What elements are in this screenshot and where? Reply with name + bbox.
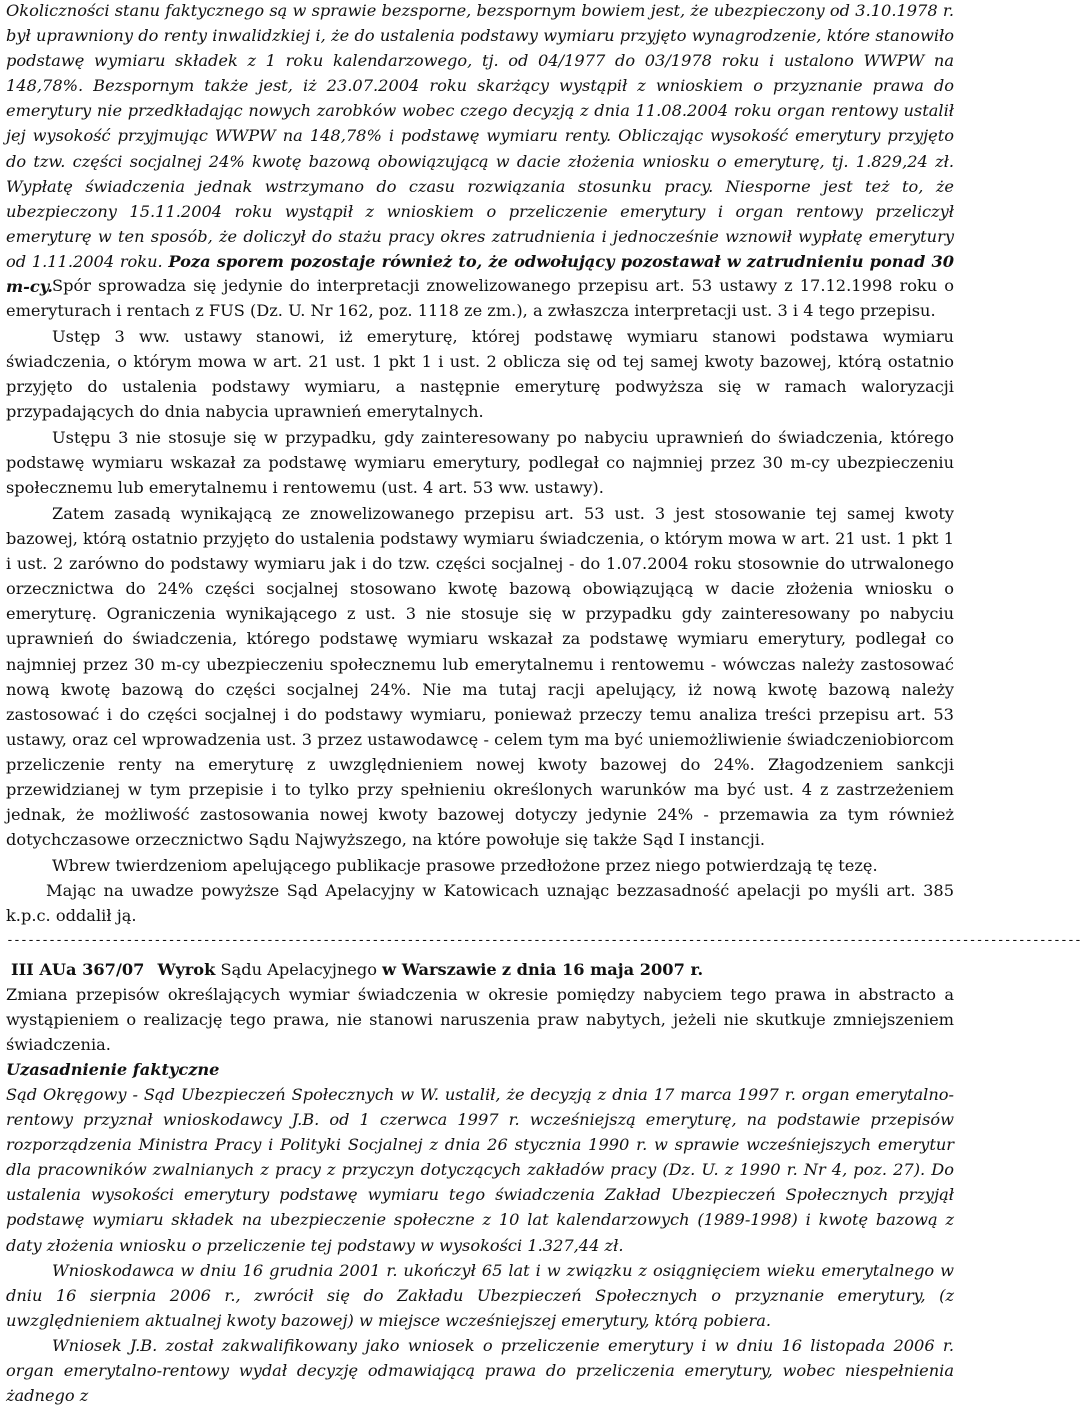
- case-signature: III AUa 367/07: [11, 960, 145, 979]
- paragraph-facts-3: Wniosek J.B. został zakwalifikowany jako wniosek o przeliczenie emerytury i w dniu 16 listopada 2006 r. organ emerytalno-rentowy wydał decyzję odmawiającą prawa do przeliczenia emerytury, wobec niespełnienia żadnego z: [6, 1336, 954, 1406]
- paragraph-dispute: Spór sprowadza się jedynie do interpretacji znowelizowanego przepisu art. 53 ustawy z 17.12.1998 roku o emeryturach i rentach z FUS (Dz. U. Nr 162, poz. 1118 ze zm.), a zwłaszcza interpretacji ust. 3 i 4 tego przepisu.: [6, 276, 954, 321]
- paragraph-section-3: Ustęp 3 ww. ustawy stanowi, iż emeryturę, której podstawę wymiaru stanowi podstawa wymiaru świadczenia, o którym mowa w art. 21 ust. 1 pkt 1 i ust. 2 oblicza się od tej samej kwoty bazowej, którą ostatnio przyjęto do ustalenia podstawy wymiaru, a następnie emeryturę podwyższa się w ramach waloryzacji przypadających do dnia nabycia uprawnień emerytalnych.: [6, 327, 954, 422]
- paragraph-rule-analysis: Zatem zasadą wynikającą ze znowelizowanego przepisu art. 53 ust. 3 jest stosowanie tej samej kwoty bazowej, którą ostatnio przyjęto do ustalenia podstawy wymiaru świadczenia, o którym mowa w art. 21 ust. 1 pkt 1 i ust. 2 zarówno do podstawy wymiaru jak i do tzw. części socjalnej - do 1.07.2004 roku stosownie do utrwalonego orzecznictwa do 24% części socjalnej stosowano kwotę bazową obowiązującą w dacie złożenia wniosku o emeryturę. Ograniczenia wynikającego z ust. 3 nie stosuje się w przypadku gdy zainteresowany po nabyciu uprawnień do świadczenia, którego podstawę wymiaru wskazał za podstawę wymiaru emerytury, podlegał co najmniej przez 30 m-cy ubezpieczeniu społecznemu lub emerytalnemu i rentowemu - wówczas należy zastosować nową kwotę bazową do części socjalnej 24%. Nie ma tutaj racji apelujący, iż nową kwotę bazową należy zastosować i do części socjalnej i do podstawy wymiaru, ponieważ przeczy temu analiza treści przepisu art. 53 ustawy, oraz cel wprowadzenia ust. 3 przez ustawodawcę - celem tym ma być uniemożliwienie świadczeniobiorcom przeliczenie renty na emeryturę z uwzględnieniem nowej kwoty bazowej do 24%. Złagodzeniem sankcji przewidzianej w tym przepisie i to tylko przy spełnieniu określonych warunków ma być ust. 4 z zastrzeżeniem jednak, że możliwość zastosowania nowej kwoty bazowej dotyczy jedynie 24% - przemawia za tym również dotychczasowe orzecznictwo Sądu Najwyższego, na które powołuje się także Sąd I instancji.: [6, 504, 954, 850]
- case-date: z dnia 16 maja 2007 r.: [501, 960, 704, 979]
- case-place: w Warszawie: [382, 960, 497, 979]
- paragraph-facts-1: Sąd Okręgowy - Sąd Ubezpieczeń Społecznych w W. ustalił, że decyzją z dnia 17 marca 1997 r. organ emerytalno-rentowy przyznał wnioskodawcy J.B. od 1 czerwca 1997 r. wcześniejszą emeryturę, na podstawie przepisów rozporządzenia Ministra Pracy i Polityki Socjalnej z dnia 26 stycznia 1990 r. w sprawie wcześniejszych emerytur dla pracowników zwalnianych z pracy z przyczyn dotyczących zakładów pracy (Dz. U. z 1990 r. Nr 4, poz. 27). Do ustalenia wysokości emerytury podstawę wymiaru tego świadczenia Zakład Ubezpieczeń Społecznych przyjął podstawę wymiaru składek na ubezpieczenie społeczne z 10 lat kalendarzowych (1989-1998) i kwotę bazową z daty złożenia wniosku o przeliczenie tej podstawy w wysokości 1.327,44 zł.: [6, 1085, 954, 1255]
- facts-heading: Uzasadnienie faktyczne: [6, 1060, 220, 1079]
- paragraph-lead: Okoliczności stanu faktycznego są w sprawie bezsporne, bezspornym bowiem jest, że ubezpieczony od 3.10.1978 r. był uprawniony do renty inwalidzkiej i, że do ustalenia podstawy wymiaru przyjęto wynagrodzenie, które stanowiło podstawę wymiaru składek z 1 roku kalendarzowego, tj.: [6, 1, 954, 71]
- paragraph-body: 2004 roku skarżący wystąpił z wnioskiem o przyznanie prawa do emerytury nie przedkładając nowych zarobków wobec czego decyzją z dnia 11.08.2004 roku organ rentowy ustalił jej wysokość przyjmując WWPW na 148,78% i podstawę wymiaru renty. Obliczając wysokość emerytury przyjęto do tzw. części socjalnej 24% kwotę bazową obowiązującą w dacie złożenia wniosku o emeryturę, tj. 1.829,24 zł. Wypłatę świadczenia jednak wstrzymano do czasu rozwiązania stosunku pracy. Niesporne jest też to, że ubezpieczony 15.11.2004 roku wystąpił z wnioskiem o przeliczenie emerytury i organ rentowy przeliczył emeryturę w ten sposób, że doliczył do stażu pracy okres zatrudnienia i jednocześnie wznowił wypłatę emerytury od 1.11.2004 roku.: [6, 76, 954, 271]
- case-kind: Wyrok: [157, 960, 216, 979]
- case-thesis: Zmiana przepisów określających wymiar świadczenia w okresie pomiędzy nabyciem tego prawa in abstracto a wystąpieniem o realizację tego prawa, nie stanowi naruszenia praw nabytych, jeżeli nie skutkuje zmniejszeniem świadczenia.: [6, 985, 954, 1055]
- paragraph-ruling: Mając na uwadze powyższe Sąd Apelacyjny w Katowicach uznając bezzasadność apelacji po myśli art. 385 k.p.c. oddalił ją.: [6, 881, 954, 926]
- case-court: Sądu Apelacyjnego: [220, 960, 377, 979]
- paragraph-facts-2: Wnioskodawca w dniu 16 grudnia 2001 r. ukończył 65 lat i w związku z osiągnięciem wieku emerytalnego w dniu 16 sierpnia 2006 r., zwrócił się do Zakładu Ubezpieczeń Społecznych o przyznanie emerytury, (z uwzględnieniem aktualnej kwoty bazowej) w miejsce wcześniejszej emerytury, którą pobiera.: [6, 1261, 954, 1331]
- paragraph-facts-summary: [6, 0, 954, 299]
- paragraph-italic-dates: od 04/1977 do 03/1978 roku i ustalono WWPW na 148,78%. Bezspornym także jest, iż 23.07.: [6, 51, 955, 96]
- separator-line: ---------------------------------------------------------------------------------------------------------------------------------------------------------: [6, 933, 1081, 948]
- paragraph-press-publications: Wbrew twierdzeniom apelującego publikacje prasowe przedłożone przez niego potwierdzają tę tezę.: [52, 856, 878, 875]
- paragraph-section-3-exception: Ustępu 3 nie stosuje się w przypadku, gdy zainteresowany po nabyciu uprawnień do świadczenia, którego podstawę wymiaru wskazał za podstawę wymiaru emerytury, podlegał co najmniej przez 30 m-cy ubezpieczeniu społecznemu lub emerytalnemu i rentowemu (ust. 4 art. 53 ww. ustawy).: [6, 428, 954, 498]
- paragraph-bold-tail: Poza sporem pozostaje również to, że odwołujący pozostawał w zatrudnieniu ponad 30 m-cy.: [6, 251, 954, 297]
- case-heading: [6, 957, 954, 982]
